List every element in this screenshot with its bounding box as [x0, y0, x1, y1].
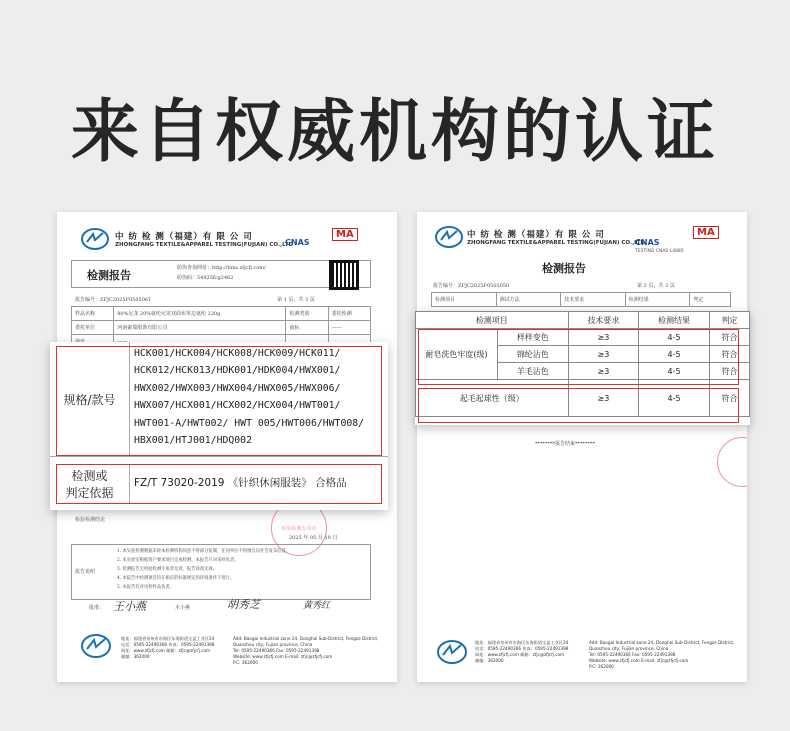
page-number: 第 2 页，共 3 页: [637, 283, 675, 289]
ma-badge: MA: [693, 226, 719, 239]
company-name: 中 纺 检 测（福建）有 限 公 司 ZHONGFANG TEXTILE&APPAREL TESTING(FUJIAN) CO.,LTD: [467, 230, 646, 246]
anti-fake-url: 防伪查询网址：http://lims.zfjcfj.com/: [177, 265, 266, 271]
remark-2: 2. 本实验室根据客户要求项目完成检测，本报告只对来样负责。: [117, 558, 239, 563]
report-number: 报告编号：ZFJC2025F0505061: [75, 297, 152, 303]
footer-logo-icon: [81, 634, 111, 658]
test-results-table: [415, 311, 750, 417]
cnas-badge: CNAS TESTING CNAS L4885: [635, 238, 684, 254]
qr-code-icon: [329, 260, 359, 290]
report-title: 检测报告: [87, 269, 131, 282]
spec-values: HCK001/HCK004/HCK008/HCK009/HCK011/ HCK012/HCK013/HDK001/HDK004/HWX001/ HWX002/HWX003/HWX004/HWX005/HWX006/ HWX007/HCX001/HCX002/HCX004/HWT001/ HWT001-A/HWT002/ HWT 005/HWT006/HWT008/ HBX001/HTJ001/HDQ002: [134, 348, 365, 447]
official-stamp-partial: [717, 437, 747, 487]
company-logo-icon: [81, 228, 109, 250]
brand-label: 商标: [286, 321, 328, 335]
signature-3: 胡秀芝: [227, 598, 260, 611]
client-label: 委托单位: [72, 321, 114, 335]
report-end: ********报告结束********: [535, 441, 596, 447]
approve-label: 批准：: [89, 605, 105, 611]
col-req: 技术要求: [568, 312, 639, 329]
signature-2: 木小燕: [175, 605, 191, 611]
group-label: 耐皂洗色牢度(级): [416, 329, 498, 380]
brand-value: ——: [328, 321, 370, 335]
client-value: 河南豪瑞服饰有限公司: [114, 321, 286, 335]
category-label: 检测类别: [286, 307, 328, 321]
spec-label: 规格/款号: [50, 342, 130, 456]
col-item: 检测项目: [416, 312, 569, 329]
footer-en: Add: Baogai Industrial zone 24, Donghai Sub-District, Fengze District, Quanzhou city, Fujian province, China Tel: 0595-22490366 Fax: 0595-22491398 Website: www.zfjcfj.com E-mail: zfjc@zfjcfj.com P.C: 362000: [589, 640, 735, 669]
cnas-badge: CNAS: [285, 238, 310, 247]
col-result: 检测结果: [639, 312, 710, 329]
remark-1: 1. 本实验检测数据未经本检测机构同意不得部分复制，任何单位不得擅自向社会发布信息。: [117, 549, 291, 554]
right-report-page: [417, 212, 747, 682]
report-number: 报告编号：ZFJC2025F0505050: [433, 283, 510, 289]
basis-row: [50, 464, 388, 504]
footer-cn: 地址：福建省泉州市东海区东海街道宝盖工业区24 电话：0595-22490366 传真：0595-22491398 网址：www.zfjcfj.com 邮箱：zfjc@zfjcfj.com 邮编：362000: [121, 636, 215, 659]
official-stamp: 检验检测专用章: [271, 500, 327, 556]
remark-5: 5. 本报告仅对送检样品负责。: [117, 585, 175, 590]
col-verdict: 判定: [709, 312, 749, 329]
spec-zoom-panel: [50, 342, 388, 510]
footer-logo-icon: [437, 640, 467, 664]
small-header-row: 检测项目 测试方法 技术要求 检测结果 判定: [431, 292, 731, 307]
page-headline: 来自权威机构的认证: [70, 93, 719, 172]
test-results-panel: [415, 311, 750, 425]
signature-4: 黄秀红: [303, 601, 331, 611]
footer-en: Add: Baogai Industrial zone 24, Donghai Sub-District, Fengze District, Quanzhou city, Fujian province, China Tel: 0595-22490366 Fax: 0595-22491398 Website: www.zfjcfj.com E-mail: zfjc@zfjcfj.com P.C: 362000: [233, 636, 379, 665]
basis-label: 检测或 判定依据: [50, 464, 130, 504]
page-number: 第 1 页，共 3 页: [277, 297, 315, 303]
ma-badge: MA: [332, 228, 358, 241]
company-logo-icon: [435, 226, 463, 248]
signature-1: 王小燕: [113, 600, 146, 613]
anti-fake-code: 防伪码：54925fcg2462: [177, 275, 234, 281]
remarks-label: 报告说明: [75, 569, 96, 575]
remark-4: 4. 本报告中检测项目均在相应的标准规定的环境条件下进行。: [117, 576, 235, 581]
conclusion-label: 检验检测结论: [75, 517, 106, 523]
spec-row: [50, 342, 388, 457]
sample-value: 80%尼龙 20%氨纶尼龙双面布单边氨纶 220g: [114, 307, 286, 321]
report-title: 检测报告: [542, 262, 586, 275]
table-row: 锦纶沾色 ≥3 4-5 符合: [416, 346, 750, 363]
footer-cn: 地址：福建省泉州市东海区东海街道宝盖工业区24 电话：0595-22490366 传真：0595-22491398 网址：www.zfjcfj.com 邮箱：zfjc@zfjcfj.com 邮编：362000: [475, 640, 569, 663]
table-row: 耐皂洗色牢度(级) 样样变色 ≥3 4-5 符合: [416, 329, 750, 346]
report-date: 2025 年 05 月 10 日: [289, 535, 338, 541]
table-row: 起毛起球性（级） ≥3 4-5 符合: [416, 380, 750, 417]
remark-3: 3. 检测报告无检验检测专用章无效，报告涂改无效。: [117, 567, 217, 572]
basis-value: FZ/T 73020-2019 《针织休闲服装》 合格品: [134, 477, 347, 490]
category-value: 委托检测: [328, 307, 370, 321]
sample-label: 样品名称: [72, 307, 114, 321]
table-row: 羊毛沾色 ≥3 4-5 符合: [416, 363, 750, 380]
company-name: 中 纺 检 测（福建）有 限 公 司 ZHONGFANG TEXTILE&APPAREL TESTING(FUJIAN) CO.,LTD: [115, 232, 294, 248]
